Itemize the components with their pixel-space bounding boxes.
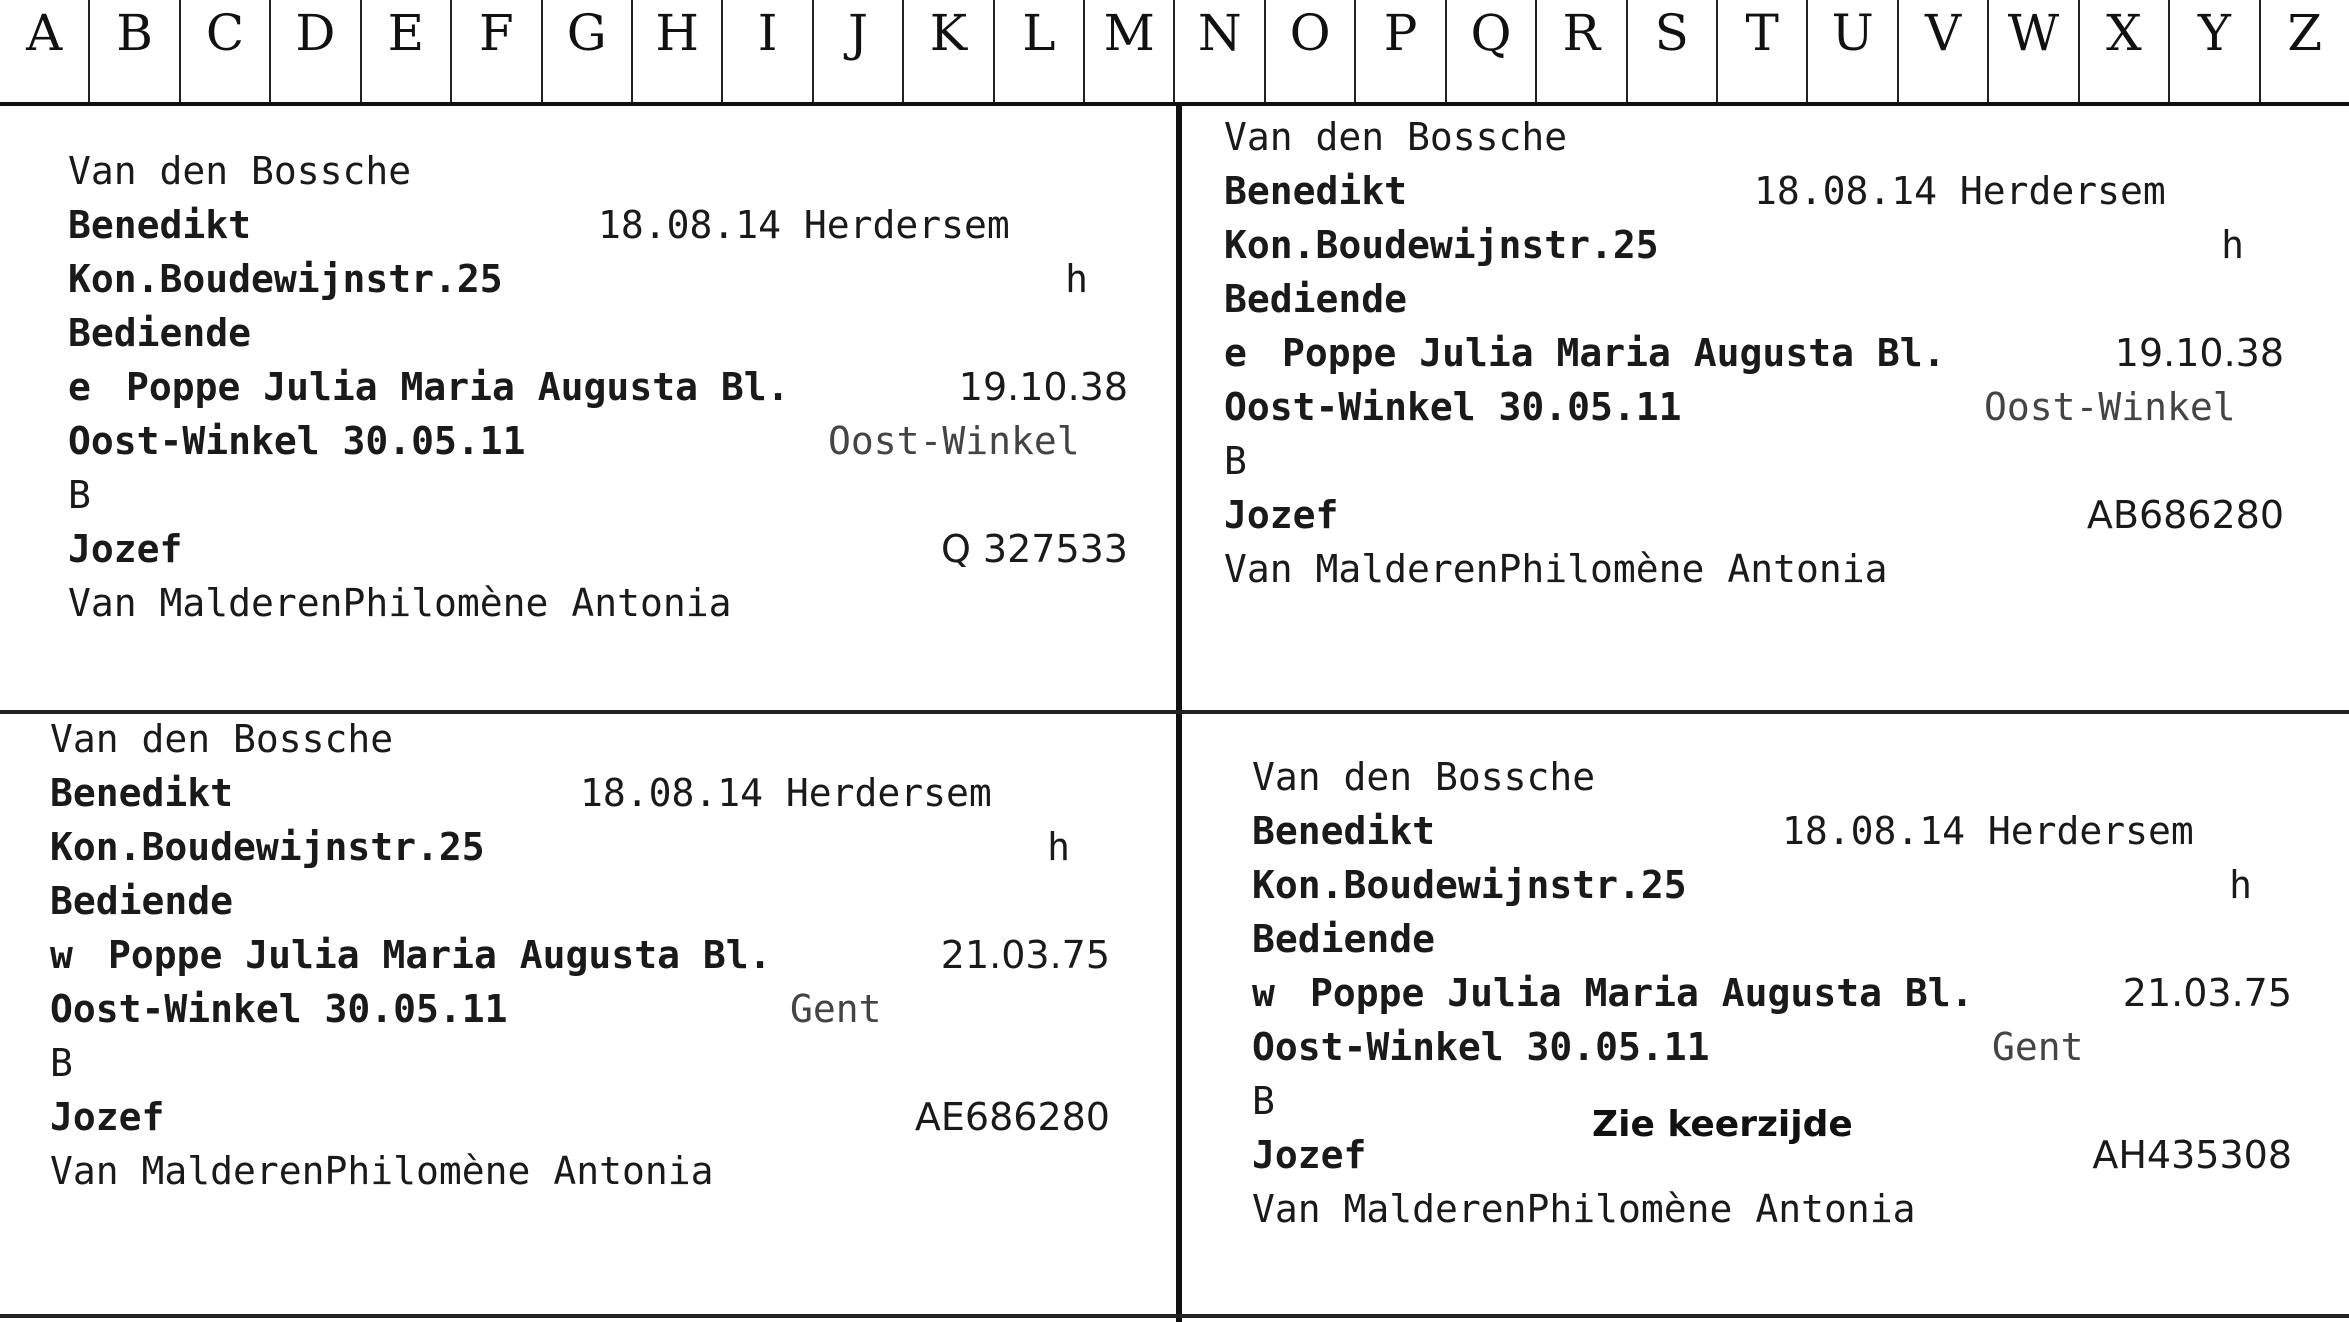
card-row [1252,750,2292,804]
index-letter-c: C [181,0,271,102]
field-spouse: Poppe Julia Maria Augusta Bl. [108,933,772,977]
index-letter-g: G [543,0,633,102]
card-row [50,928,1110,982]
card-row [68,360,1128,414]
index-letter-l: L [995,0,1085,102]
card-row [50,820,1110,874]
index-letter-o: O [1266,0,1356,102]
index-letter-f: F [452,0,542,102]
field-address: Kon.Boudewijnstr.25 [68,257,503,301]
card-row [68,252,1128,306]
field-code-b: B [1252,1079,1275,1123]
index-letter-d: D [271,0,361,102]
field-mother: Van MalderenPhilomène Antonia [1224,547,1888,591]
index-letter-s: S [1628,0,1718,102]
field-id-number: AE686280 [914,1095,1110,1139]
field-surname: Van den Bossche [50,717,394,761]
index-letter-b: B [90,0,180,102]
index-letter-y: Y [2170,0,2260,102]
record-card-bottom-right [1252,750,2292,1236]
index-letter-e: E [362,0,452,102]
card-row [68,468,1128,522]
field-mother: Van MalderenPhilomène Antonia [1252,1187,1916,1231]
field-occupation: Bediende [1252,917,1436,961]
field-address: Kon.Boudewijnstr.25 [50,825,485,869]
index-letter-v: V [1899,0,1989,102]
field-father: Jozef [68,527,183,571]
index-letter-u: U [1808,0,1898,102]
index-letter-m: M [1085,0,1175,102]
field-occupation: Bediende [68,311,252,355]
field-spouse-birth: Oost-Winkel 30.05.11 [68,419,526,463]
record-card-top-right [1224,110,2284,596]
card-row [1252,804,2292,858]
field-spouse-birth: Oost-Winkel 30.05.11 [1252,1025,1710,1069]
field-code-h: h [2229,863,2252,907]
field-marital: e [1224,331,1247,375]
field-surname: Van den Bossche [1224,115,1568,159]
card-row [1224,380,2284,434]
index-letter-n: N [1175,0,1265,102]
field-code-b: B [50,1041,73,1085]
card-row [68,414,1128,468]
field-father: Jozef [50,1095,165,1139]
field-event-date: 19.10.38 [958,365,1128,409]
record-card-top-left [68,144,1128,630]
field-marital: e [68,365,91,409]
card-row [50,1144,1110,1198]
field-address: Kon.Boudewijnstr.25 [1224,223,1659,267]
index-letter-i: I [723,0,813,102]
alphabet-index-bar [0,0,2349,106]
field-birth: 18.08.14 Herdersem [580,771,992,815]
bottom-divider [0,1314,2349,1318]
field-spouse: Poppe Julia Maria Augusta Bl. [126,365,790,409]
reverse-side-note: Zie keerzijde [1592,1104,1853,1145]
field-id-number: Q 327533 [940,527,1128,571]
index-letter-t: T [1718,0,1808,102]
field-spouse-birth: Oost-Winkel 30.05.11 [1224,385,1682,429]
index-letter-h: H [633,0,723,102]
card-row [50,874,1110,928]
field-event-place: Gent [1992,1025,2084,1069]
field-father: Jozef [1252,1133,1367,1177]
field-address: Kon.Boudewijnstr.25 [1252,863,1687,907]
index-letter-r: R [1537,0,1627,102]
index-letter-a: A [0,0,90,102]
card-row [1224,164,2284,218]
field-id-number: AH435308 [2092,1133,2292,1177]
field-code-h: h [1065,257,1088,301]
card-row [68,576,1128,630]
field-event-place: Oost-Winkel [1984,385,2236,429]
field-spouse: Poppe Julia Maria Augusta Bl. [1282,331,1946,375]
field-firstname: Benedikt [1252,809,1436,853]
card-row [1252,966,2292,1020]
field-mother: Van MalderenPhilomène Antonia [50,1149,714,1193]
card-row [1224,434,2284,488]
field-father: Jozef [1224,493,1339,537]
card-row [50,1090,1110,1144]
index-letter-x: X [2080,0,2170,102]
card-row [50,982,1110,1036]
index-letter-p: P [1356,0,1446,102]
field-event-date: 21.03.75 [940,933,1110,977]
card-row [68,198,1128,252]
field-id-number: AB686280 [2086,493,2284,537]
card-row [50,1036,1110,1090]
card-row [1252,1182,2292,1236]
field-code-b: B [68,473,91,517]
card-row [68,522,1128,576]
field-surname: Van den Bossche [68,149,412,193]
record-card-bottom-left [50,712,1110,1198]
field-firstname: Benedikt [68,203,252,247]
index-letter-w: W [1989,0,2079,102]
field-code-h: h [1047,825,1070,869]
field-marital: w [50,933,73,977]
field-firstname: Benedikt [1224,169,1408,213]
card-row [1224,218,2284,272]
card-row [1224,326,2284,380]
field-event-place: Gent [790,987,882,1031]
field-surname: Van den Bossche [1252,755,1596,799]
card-row [1224,542,2284,596]
field-occupation: Bediende [1224,277,1408,321]
card-row [50,766,1110,820]
card-row [50,712,1110,766]
field-birth: 18.08.14 Herdersem [1754,169,2166,213]
card-row [1224,488,2284,542]
index-letter-q: Q [1447,0,1537,102]
field-event-date: 21.03.75 [2122,971,2292,1015]
card-row [68,306,1128,360]
field-firstname: Benedikt [50,771,234,815]
field-code-b: B [1224,439,1247,483]
index-letter-k: K [904,0,994,102]
index-letter-j: J [814,0,904,102]
card-row [68,144,1128,198]
field-occupation: Bediende [50,879,234,923]
field-marital: w [1252,971,1275,1015]
field-code-h: h [2221,223,2244,267]
field-mother: Van MalderenPhilomène Antonia [68,581,732,625]
card-row [1252,912,2292,966]
field-birth: 18.08.14 Herdersem [1782,809,2194,853]
card-row [1252,858,2292,912]
field-event-date: 19.10.38 [2114,331,2284,375]
field-event-place: Oost-Winkel [828,419,1080,463]
field-spouse: Poppe Julia Maria Augusta Bl. [1310,971,1974,1015]
card-row [1224,272,2284,326]
card-row [1252,1020,2292,1074]
field-birth: 18.08.14 Herdersem [598,203,1010,247]
field-spouse-birth: Oost-Winkel 30.05.11 [50,987,508,1031]
index-letter-z: Z [2287,4,2323,62]
card-row [1224,110,2284,164]
vertical-divider [1176,106,1182,1322]
